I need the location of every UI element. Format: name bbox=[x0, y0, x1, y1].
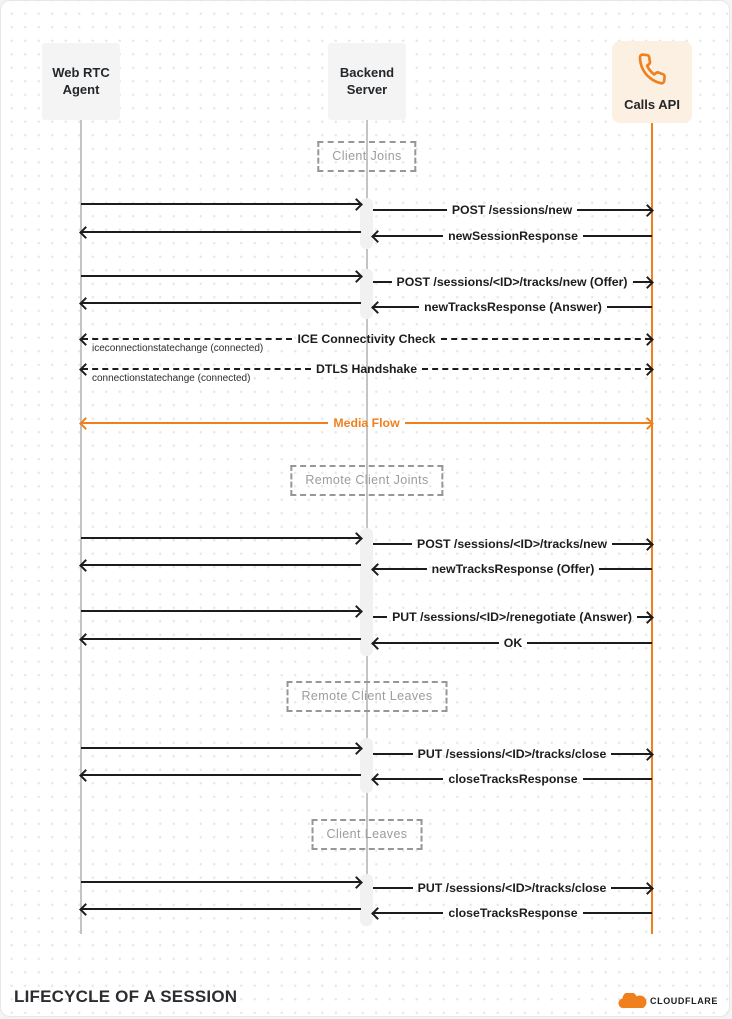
arrow-line bbox=[82, 338, 292, 340]
message-label: newTracksResponse (Answer) bbox=[424, 299, 602, 314]
message-arrow-agent-segment bbox=[81, 297, 361, 309]
arrowhead-left-icon bbox=[79, 417, 92, 430]
arrow-line bbox=[441, 338, 651, 340]
arrowhead-left-icon bbox=[371, 907, 384, 920]
actor-label: Web RTC Agent bbox=[52, 64, 110, 97]
actor-box-backend-server bbox=[328, 43, 406, 120]
arrowhead-left-icon bbox=[79, 297, 92, 310]
message-label: closeTracksResponse bbox=[448, 905, 578, 920]
message-arrow bbox=[373, 538, 652, 550]
arrow-line bbox=[81, 610, 360, 613]
message-label: OK bbox=[503, 635, 523, 650]
arrow-line bbox=[373, 616, 387, 619]
section-label: Client Leaves bbox=[326, 827, 408, 841]
span-arrow-label: DTLS Handshake bbox=[315, 361, 418, 376]
span-arrow-sublabel: iceconnectionstatechange (connected) bbox=[92, 343, 264, 354]
section-label: Client Joins bbox=[332, 149, 402, 163]
activation-bar bbox=[360, 528, 373, 656]
arrowhead-left-icon bbox=[371, 637, 384, 650]
arrowhead-right-icon bbox=[350, 605, 363, 618]
section-box-remote-client-leaves bbox=[287, 681, 448, 712]
span-arrow-3 bbox=[81, 417, 652, 429]
arrowhead-right-icon bbox=[641, 333, 654, 346]
arrow-line bbox=[81, 537, 360, 540]
span-arrow-sublabel: connectionstatechange (connected) bbox=[92, 373, 251, 384]
arrowhead-right-icon bbox=[350, 742, 363, 755]
message-label: POST /sessions/new bbox=[451, 202, 573, 217]
message-arrow bbox=[373, 230, 652, 242]
arrow-line bbox=[374, 912, 443, 915]
actor-box-web-rtc-agent bbox=[42, 43, 120, 120]
arrowhead-right-icon bbox=[641, 204, 654, 217]
message-label: closeTracksResponse bbox=[448, 771, 578, 786]
arrow-line bbox=[81, 881, 360, 884]
arrowhead-right-icon bbox=[641, 276, 654, 289]
actor-label: Calls API bbox=[624, 96, 680, 112]
arrow-line bbox=[82, 422, 328, 425]
message-arrow bbox=[373, 637, 652, 649]
arrow-line bbox=[82, 638, 361, 641]
message-arrow-agent-segment bbox=[81, 769, 361, 781]
arrow-line bbox=[82, 231, 361, 234]
section-box-client-joins bbox=[317, 141, 416, 172]
arrow-line bbox=[82, 302, 361, 305]
section-label: Remote Client Leaves bbox=[301, 689, 433, 703]
message-label: POST /sessions/<ID>/tracks/new (Offer) bbox=[396, 274, 628, 289]
arrowhead-left-icon bbox=[79, 363, 92, 376]
arrow-line bbox=[373, 209, 447, 212]
arrow-line bbox=[81, 275, 360, 278]
arrow-line bbox=[81, 203, 360, 206]
message-label: newTracksResponse (Offer) bbox=[431, 561, 595, 576]
arrowhead-left-icon bbox=[79, 903, 92, 916]
arrowhead-left-icon bbox=[79, 633, 92, 646]
cloudflare-brand bbox=[617, 993, 718, 1009]
arrowhead-left-icon bbox=[79, 226, 92, 239]
message-arrow-agent-segment bbox=[81, 903, 361, 915]
message-arrow-agent-segment bbox=[81, 532, 361, 544]
message-arrow-agent-segment bbox=[81, 633, 361, 645]
arrowhead-right-icon bbox=[350, 270, 363, 283]
span-arrow-label: Media Flow bbox=[333, 415, 400, 430]
message-label: PUT /sessions/<ID>/tracks/close bbox=[417, 746, 607, 761]
arrow-line bbox=[373, 753, 413, 756]
arrow-line bbox=[607, 306, 652, 309]
message-label: PUT /sessions/<ID>/renegotiate (Answer) bbox=[392, 609, 632, 624]
arrowhead-left-icon bbox=[79, 769, 92, 782]
arrow-line bbox=[373, 543, 412, 546]
arrowhead-right-icon bbox=[641, 363, 654, 376]
message-label: PUT /sessions/<ID>/tracks/close bbox=[417, 880, 607, 895]
section-label: Remote Client Joints bbox=[305, 473, 429, 487]
arrowhead-right-icon bbox=[641, 538, 654, 551]
arrowhead-left-icon bbox=[79, 333, 92, 346]
arrow-line bbox=[374, 778, 443, 781]
arrowhead-right-icon bbox=[641, 611, 654, 624]
arrow-line bbox=[599, 568, 652, 571]
cloudflare-brand-label: CLOUDFLARE bbox=[650, 996, 718, 1006]
arrowhead-right-icon bbox=[350, 532, 363, 545]
message-arrow bbox=[373, 773, 652, 785]
arrowhead-right-icon bbox=[350, 198, 363, 211]
actor-box-calls-api bbox=[612, 41, 692, 123]
activation-bar bbox=[360, 738, 373, 793]
arrow-line bbox=[527, 642, 652, 645]
lifeline-web-rtc-agent bbox=[80, 120, 82, 934]
message-label: POST /sessions/<ID>/tracks/new bbox=[417, 536, 608, 551]
message-arrow bbox=[373, 204, 652, 216]
phone-icon bbox=[636, 53, 668, 90]
message-arrow bbox=[373, 611, 652, 623]
arrowhead-left-icon bbox=[371, 230, 384, 243]
message-arrow-agent-segment bbox=[81, 605, 361, 617]
message-arrow-agent-segment bbox=[81, 742, 361, 754]
arrowhead-left-icon bbox=[371, 563, 384, 576]
message-arrow-agent-segment bbox=[81, 198, 361, 210]
arrowhead-right-icon bbox=[641, 882, 654, 895]
section-box-client-leaves bbox=[312, 819, 423, 850]
arrow-line bbox=[422, 368, 651, 370]
message-arrow-agent-segment bbox=[81, 559, 361, 571]
arrow-line bbox=[82, 564, 361, 567]
message-arrow-agent-segment bbox=[81, 226, 361, 238]
message-arrow-agent-segment bbox=[81, 876, 361, 888]
message-label: newSessionResponse bbox=[448, 228, 578, 243]
arrowhead-right-icon bbox=[350, 876, 363, 889]
arrow-line bbox=[373, 887, 413, 890]
lifeline-calls-api bbox=[651, 123, 653, 934]
message-arrow bbox=[373, 907, 652, 919]
message-arrow bbox=[373, 748, 652, 760]
arrowhead-right-icon bbox=[641, 417, 654, 430]
message-arrow bbox=[373, 301, 652, 313]
arrow-line bbox=[81, 747, 360, 750]
cloudflare-logo-icon bbox=[617, 993, 647, 1009]
span-arrow-label: ICE Connectivity Check bbox=[297, 331, 436, 346]
message-arrow bbox=[373, 882, 652, 894]
arrowhead-right-icon bbox=[641, 748, 654, 761]
arrow-line bbox=[405, 422, 651, 425]
arrow-line bbox=[583, 778, 652, 781]
arrow-line bbox=[82, 774, 361, 777]
arrow-line bbox=[583, 235, 652, 238]
message-arrow bbox=[373, 563, 652, 575]
arrow-line bbox=[373, 281, 392, 284]
section-box-remote-client-joints bbox=[290, 465, 443, 496]
actor-label: Backend Server bbox=[339, 64, 395, 97]
arrowhead-left-icon bbox=[79, 559, 92, 572]
arrow-line bbox=[583, 912, 652, 915]
arrow-line bbox=[374, 642, 499, 645]
arrowhead-left-icon bbox=[371, 773, 384, 786]
activation-bar bbox=[360, 198, 373, 249]
page-title: LIFECYCLE OF A SESSION bbox=[14, 987, 238, 1006]
message-arrow bbox=[373, 276, 652, 288]
message-arrow-agent-segment bbox=[81, 270, 361, 282]
arrow-line bbox=[82, 368, 311, 370]
arrowhead-left-icon bbox=[371, 301, 384, 314]
arrow-line bbox=[82, 908, 361, 911]
